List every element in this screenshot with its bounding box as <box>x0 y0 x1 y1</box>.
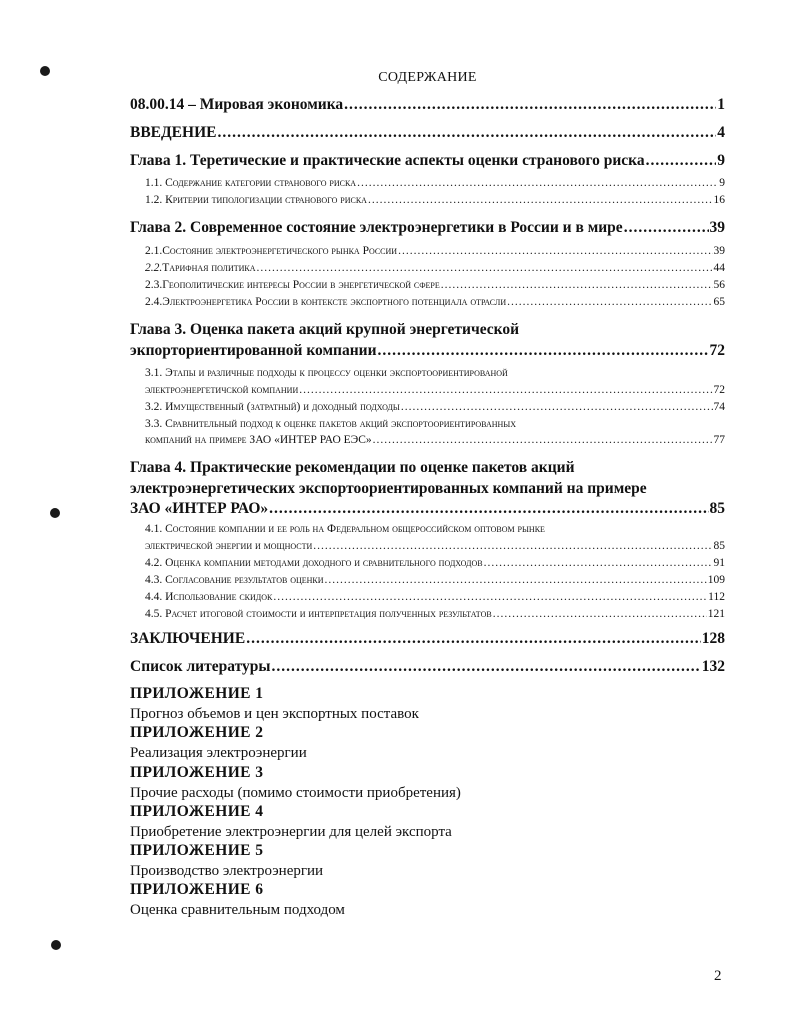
punch-hole-mark <box>51 940 61 950</box>
appendix-description: Оценка сравнительным подходом <box>130 902 345 918</box>
punch-hole-mark <box>50 508 60 518</box>
toc-section-line[interactable]: 3.1. Этапы и различные подходы к процессу оценки экспортоориентированой <box>145 367 508 379</box>
toc-entry-section[interactable]: 4.4. Использование скидок ..... 112 <box>145 591 725 603</box>
toc-chapter-4-line[interactable]: электроэнергетических экспортоориентированных компаний на примере <box>130 480 647 497</box>
appendix-description: Производство электроэнергии <box>130 863 324 879</box>
toc-entry-introduction[interactable]: ВВЕДЕНИЕ ..... 4 <box>130 124 725 142</box>
toc-entry-section[interactable]: 1.1. Содержание категории странового риска ..... 9 <box>145 177 725 189</box>
toc-entry-section[interactable]: 4.2. Оценка компании методами доходного и сравнительного подходов ..... 91 <box>145 557 725 569</box>
toc-entry-section[interactable]: 2.3. Геополитические интересы России в энергетической сфере ..... 56 <box>145 279 725 291</box>
toc-section-line[interactable]: 3.3. Сравнительный подход к оценке пакетов акций экспортоориентированных <box>145 418 517 430</box>
toc-title: СОДЕРЖАНИЕ <box>378 70 477 85</box>
toc-entry-references[interactable]: Список литературы ..... 132 <box>130 658 725 676</box>
appendix-heading[interactable]: ПРИЛОЖЕНИЕ 6 <box>130 881 264 898</box>
appendix-heading[interactable]: ПРИЛОЖЕНИЕ 1 <box>130 685 264 702</box>
appendix-heading[interactable]: ПРИЛОЖЕНИЕ 2 <box>130 724 264 741</box>
toc-entry-chapter-4[interactable]: ЗАО «ИНТЕР РАО» ..... 85 <box>130 500 725 518</box>
toc-chapter-4-line[interactable]: Глава 4. Практические рекомендации по оценке пакетов акций <box>130 459 575 476</box>
appendix-heading[interactable]: ПРИЛОЖЕНИЕ 4 <box>130 803 264 820</box>
punch-hole-mark <box>40 66 50 76</box>
toc-entry-chapter-2[interactable]: Глава 2. Современное состояние электроэнергетики в России и в мире ..... 39 <box>130 219 725 237</box>
appendix-description: Прочие расходы (помимо стоимости приобретения) <box>130 785 461 801</box>
appendix-description: Приобретение электроэнергии для целей экспорта <box>130 824 452 840</box>
toc-entry-section[interactable]: 2.4. Электроэнергетика России в контексте экспортного потенциала отрасли ..... 65 <box>145 296 725 308</box>
appendix-heading[interactable]: ПРИЛОЖЕНИЕ 3 <box>130 764 264 781</box>
appendix-heading[interactable]: ПРИЛОЖЕНИЕ 5 <box>130 842 264 859</box>
toc-entry-section[interactable]: 2.1. Состояние электроэнергетического рынка России ..... 39 <box>145 245 725 257</box>
toc-entry-section[interactable]: 4.3. Согласование результатов оценки ..... 109 <box>145 574 725 586</box>
toc-entry-section[interactable]: 2.2. Тарифная политика ..... 44 <box>145 262 725 274</box>
toc-entry-section[interactable]: компаний на примере ЗАО «ИНТЕР РАО ЕЭС» ..... 77 <box>145 434 725 446</box>
toc-entry-chapter-1[interactable]: Глава 1. Теретические и практические аспекты оценки странового риска ..... 9 <box>130 152 725 170</box>
toc-chapter-3-line[interactable]: Глава 3. Оценка пакета акций крупной энергетической <box>130 321 520 338</box>
toc-entry-section[interactable]: 1.2. Критерии типологизации странового риска ..... 16 <box>145 194 725 206</box>
toc-entry-specialty[interactable]: 08.00.14 – Мировая экономика ..... 1 <box>130 96 725 114</box>
toc-entry-chapter-3[interactable]: экпорториентированной компании ..... 72 <box>130 342 725 360</box>
toc-entry-conclusion[interactable]: ЗАКЛЮЧЕНИЕ ..... 128 <box>130 630 725 648</box>
page-number: 2 <box>714 968 722 984</box>
appendix-description: Прогноз объемов и цен экспортных поставок <box>130 706 419 722</box>
toc-entry-section[interactable]: 4.5. Расчет итоговой стоимости и интерпретация полученных результатов ..... 121 <box>145 608 725 620</box>
toc-entry-section[interactable]: 3.2. Имущественный (затратный) и доходный подходы ..... 74 <box>145 401 725 413</box>
toc-section-line[interactable]: 4.1. Состояние компании и ее роль на Федеральном общероссийском оптовом рынке <box>145 523 545 535</box>
toc-entry-section[interactable]: электрической энергии и мощности ..... 85 <box>145 540 725 552</box>
toc-entry-section[interactable]: электроэнергетичской компании ..... 72 <box>145 384 725 396</box>
appendix-description: Реализация электроэнергии <box>130 745 307 761</box>
